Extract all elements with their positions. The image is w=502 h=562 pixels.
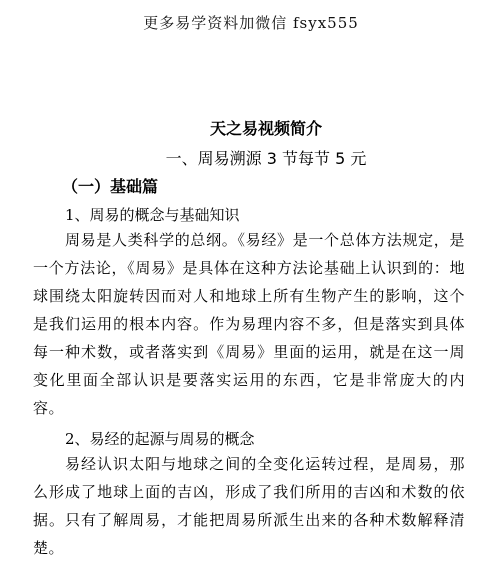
document-title: 天之易视频简介 [209,119,322,138]
header-watermark: 更多易学资料加微信 fsyx555 [143,14,359,32]
section-heading: （一）基础篇 [62,177,159,196]
item-heading-2: 2、易经的起源与周易的概念 [65,430,255,448]
item-paragraph-1: 周易是人类科学的总纲。《易经》是一个总体方法规定，是一个方法论，《周易》是具体在这种方法论基础上认识到的：地球围绕太阳旋转因而对人和地球上所有生物产生的影响，这个是我们运用的根本内容。作为易理内容不多，但是落实到具体每一种术数，或者落实到《周易》里面的运用，就是在这一周变化里面全部认识是要落实运用的东西，它是非常庞大的内容。 [33,231,465,417]
document-subtitle: 一、周易溯源 3 节每节 5 元 [165,149,367,168]
item-paragraph-2: 易经认识太阳与地球之间的全变化运转过程，是周易，那么形成了地球上面的吉凶，形成了我们所用的吉凶和术数的依据。只有了解周易，才能把周易所派生出来的各种术数解释清楚。 [33,455,465,557]
item-heading-1: 1、周易的概念与基础知识 [65,206,240,224]
